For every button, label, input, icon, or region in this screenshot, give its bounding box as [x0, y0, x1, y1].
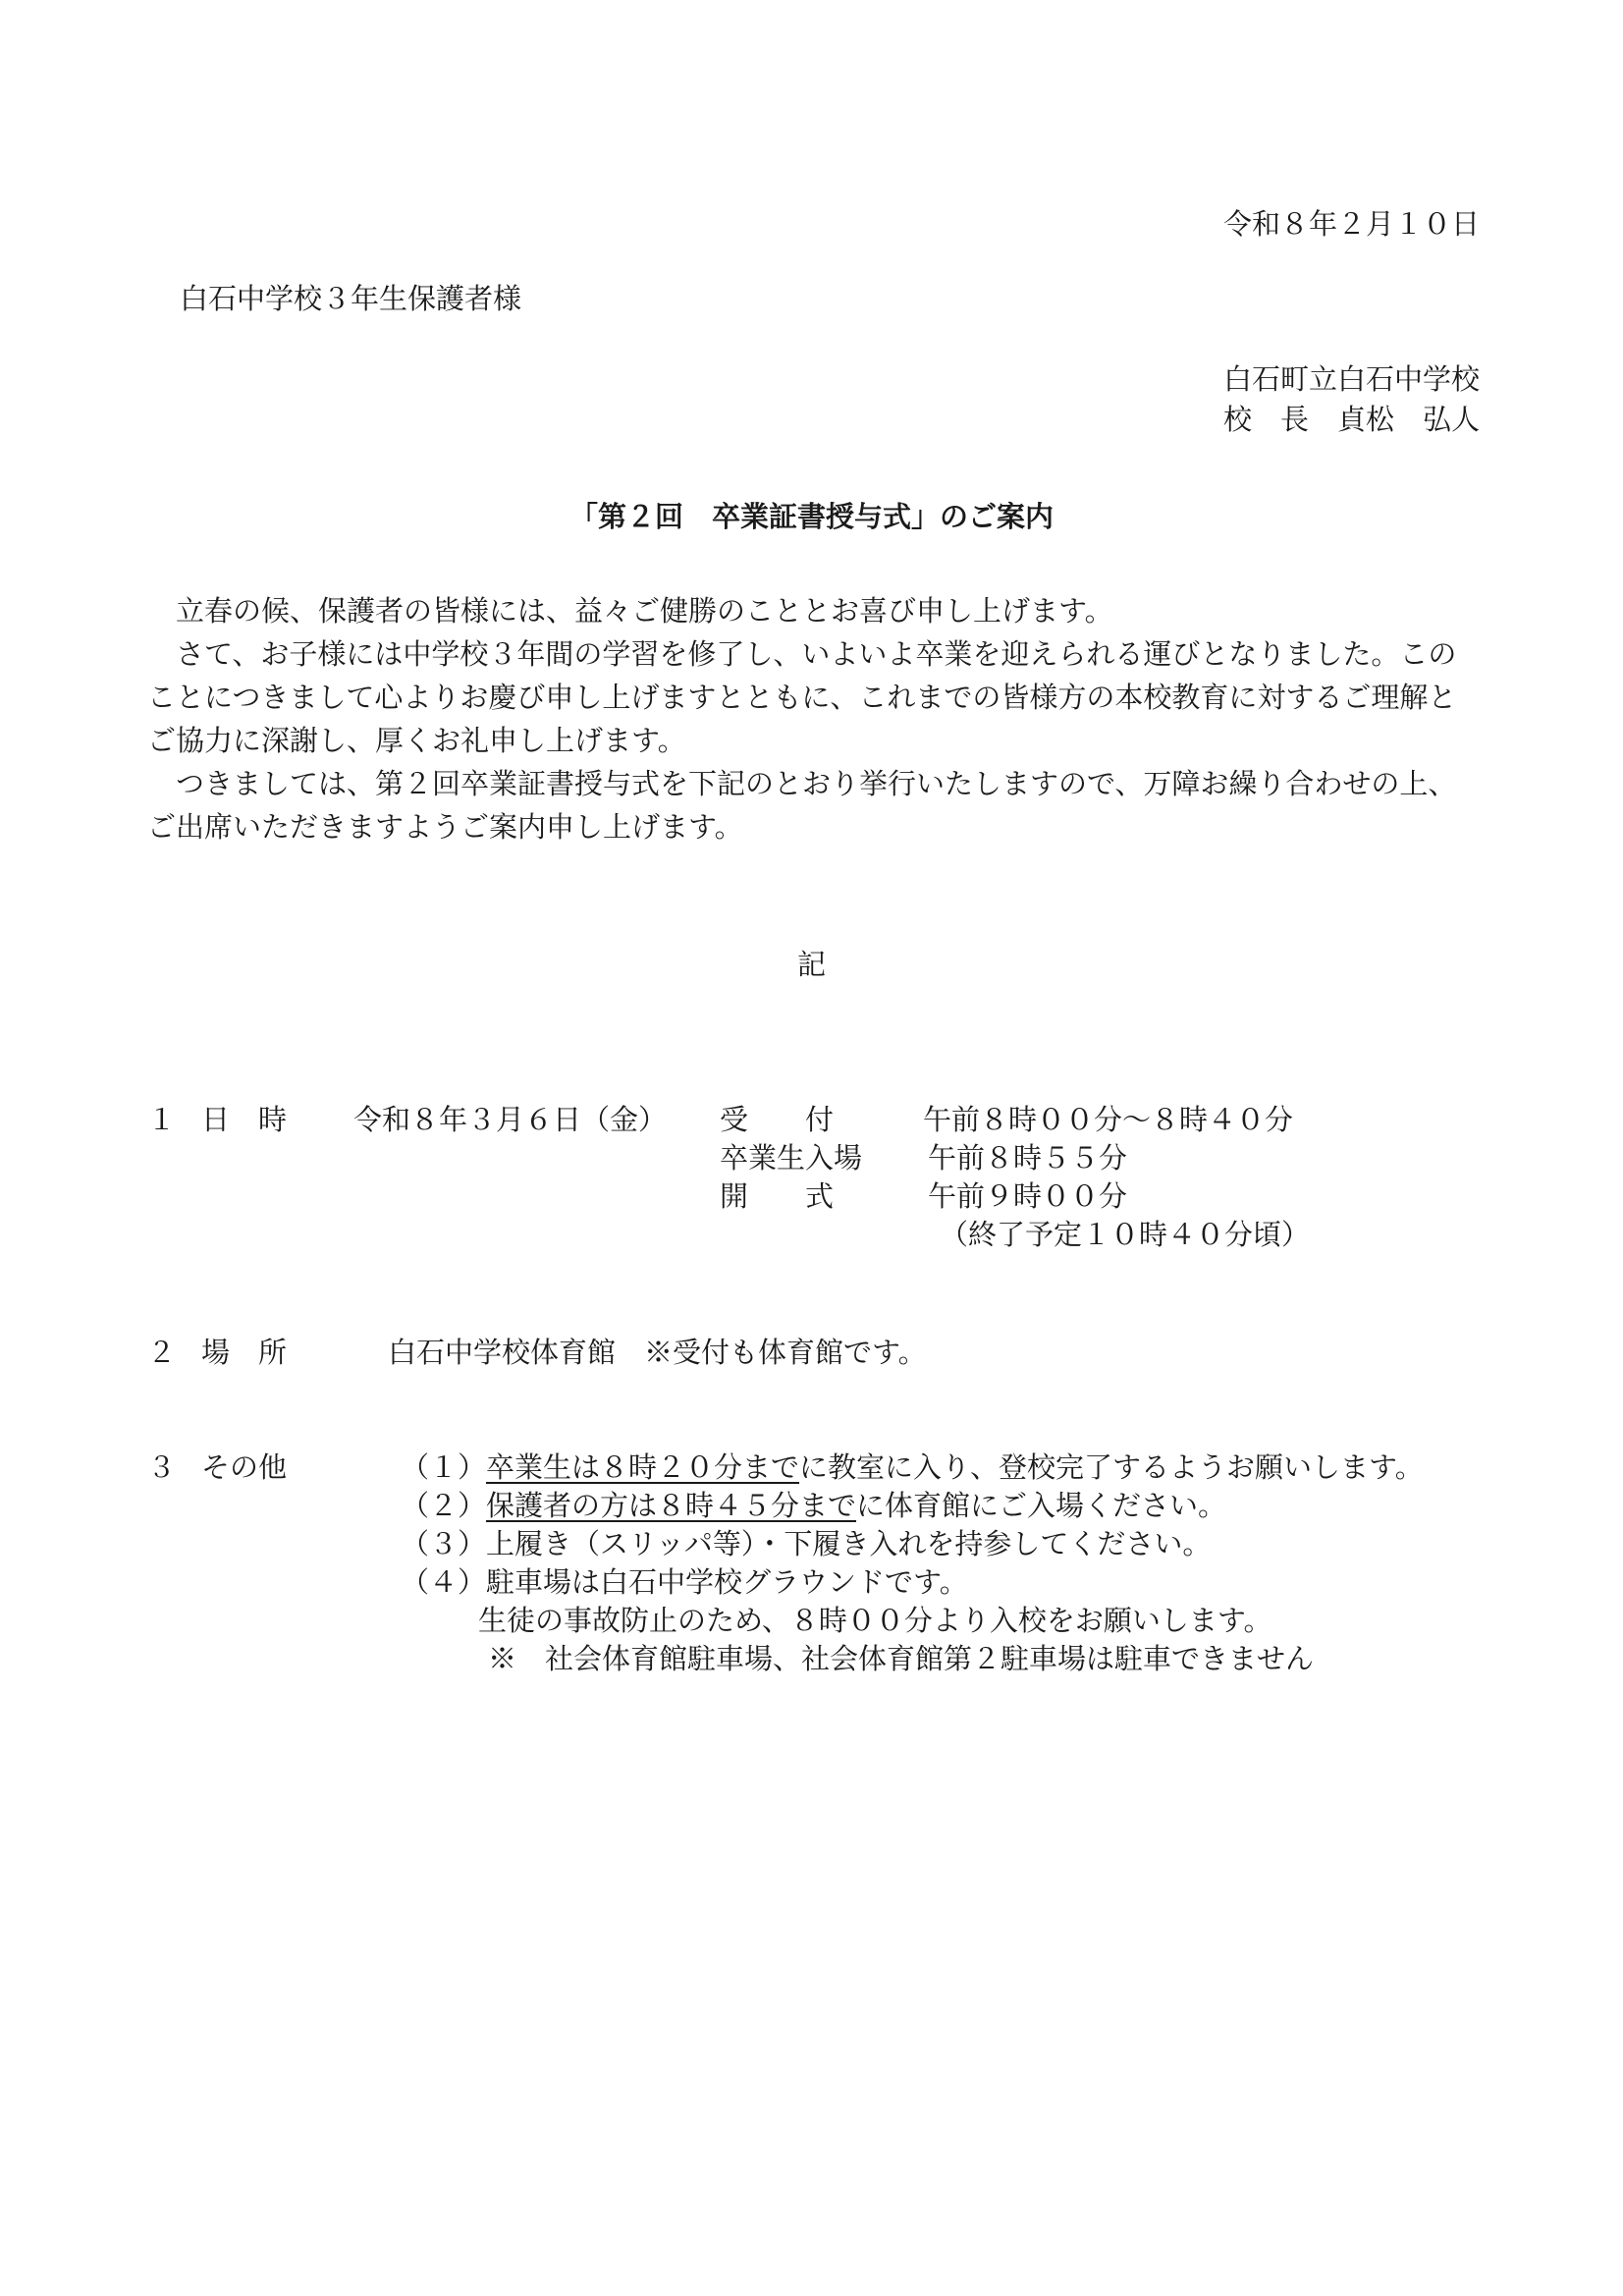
schedule-time-entrance: 午前８時５５分 — [928, 1141, 1128, 1175]
note-underlined-text: 保護者の方は８時４５分まで — [486, 1489, 857, 1522]
sender-principal: 校 長 貞松 弘人 — [1222, 403, 1480, 436]
note-1 — [401, 1450, 1424, 1484]
note-mark: （３） — [401, 1527, 487, 1560]
item-number-2: ２ — [147, 1336, 177, 1369]
item-number-1: １ — [147, 1103, 177, 1136]
note-4 — [401, 1565, 968, 1599]
note-mark: （１） — [401, 1450, 487, 1484]
place-value: 白石中学校体育館 ※受付も体育館です。 — [388, 1336, 927, 1369]
schedule-time-reception: 午前８時００分～８時４０分 — [923, 1103, 1294, 1136]
document-title: 「第２回 卒業証書授与式」のご案内 — [568, 500, 1054, 533]
note-text: 駐車場は白石中学校グラウンドです。 — [486, 1565, 968, 1599]
addressee: 白石中学校３年生保護者様 — [180, 282, 522, 315]
letter-date: 令和８年２月１０日 — [1222, 207, 1480, 241]
congratulation-paragraph: さて、お子様には中学校３年間の学習を修了し、いよいよ卒業を迎えられる運びとなりました。このことにつきまして心よりお慶び申し上げますとともに、これまでの皆様方の本校教育に対するご理解とご協力に深謝し、厚くお礼申し上げます。 — [147, 637, 1457, 757]
note-text: に体育館にご入場ください。 — [856, 1489, 1227, 1522]
schedule-name-entrance: 卒業生入場 — [720, 1141, 863, 1175]
item-label-place: 場 所 — [201, 1336, 288, 1369]
note-mark: （４） — [401, 1565, 487, 1599]
ki-heading: 記 — [796, 948, 826, 981]
ceremony-date: 令和８年３月６日（金） — [353, 1103, 668, 1136]
note-3 — [401, 1527, 1212, 1560]
end-time-note: （終了予定１０時４０分頃） — [940, 1218, 1311, 1251]
letter-body — [147, 589, 1483, 848]
note-4-line-3: ※ 社会体育館駐車場、社会体育館第２駐車場は駐車できません — [488, 1642, 1315, 1675]
note-4-line-2: 生徒の事故防止のため、８時００分より入校をお願いします。 — [478, 1604, 1272, 1637]
sender-school: 白石町立白石中学校 — [1222, 362, 1480, 396]
note-underlined-text: 卒業生は８時２０分まで — [486, 1450, 800, 1484]
note-mark: （２） — [401, 1489, 487, 1522]
item-number-3: ３ — [147, 1450, 177, 1484]
note-text: 上履き（スリッパ等）・下履き入れを持参してください。 — [486, 1527, 1212, 1560]
item-label-datetime: 日 時 — [201, 1103, 288, 1136]
invitation-paragraph: つきましては、第２回卒業証書授与式を下記のとおり挙行いたしますので、万障お繰り合わせの上、ご出席いただきますようご案内申し上げます。 — [147, 767, 1457, 844]
item-label-other: その他 — [201, 1450, 288, 1484]
note-2 — [401, 1489, 1227, 1522]
note-text: に教室に入り、登校完了するようお願いします。 — [799, 1450, 1424, 1484]
schedule-time-opening: 午前９時００分 — [928, 1179, 1128, 1213]
greeting-paragraph: 立春の候、保護者の皆様には、益々ご健勝のこととお喜び申し上げます。 — [176, 594, 1113, 628]
schedule-name-reception: 受 付 — [720, 1103, 835, 1136]
schedule-name-opening: 開 式 — [720, 1179, 835, 1213]
